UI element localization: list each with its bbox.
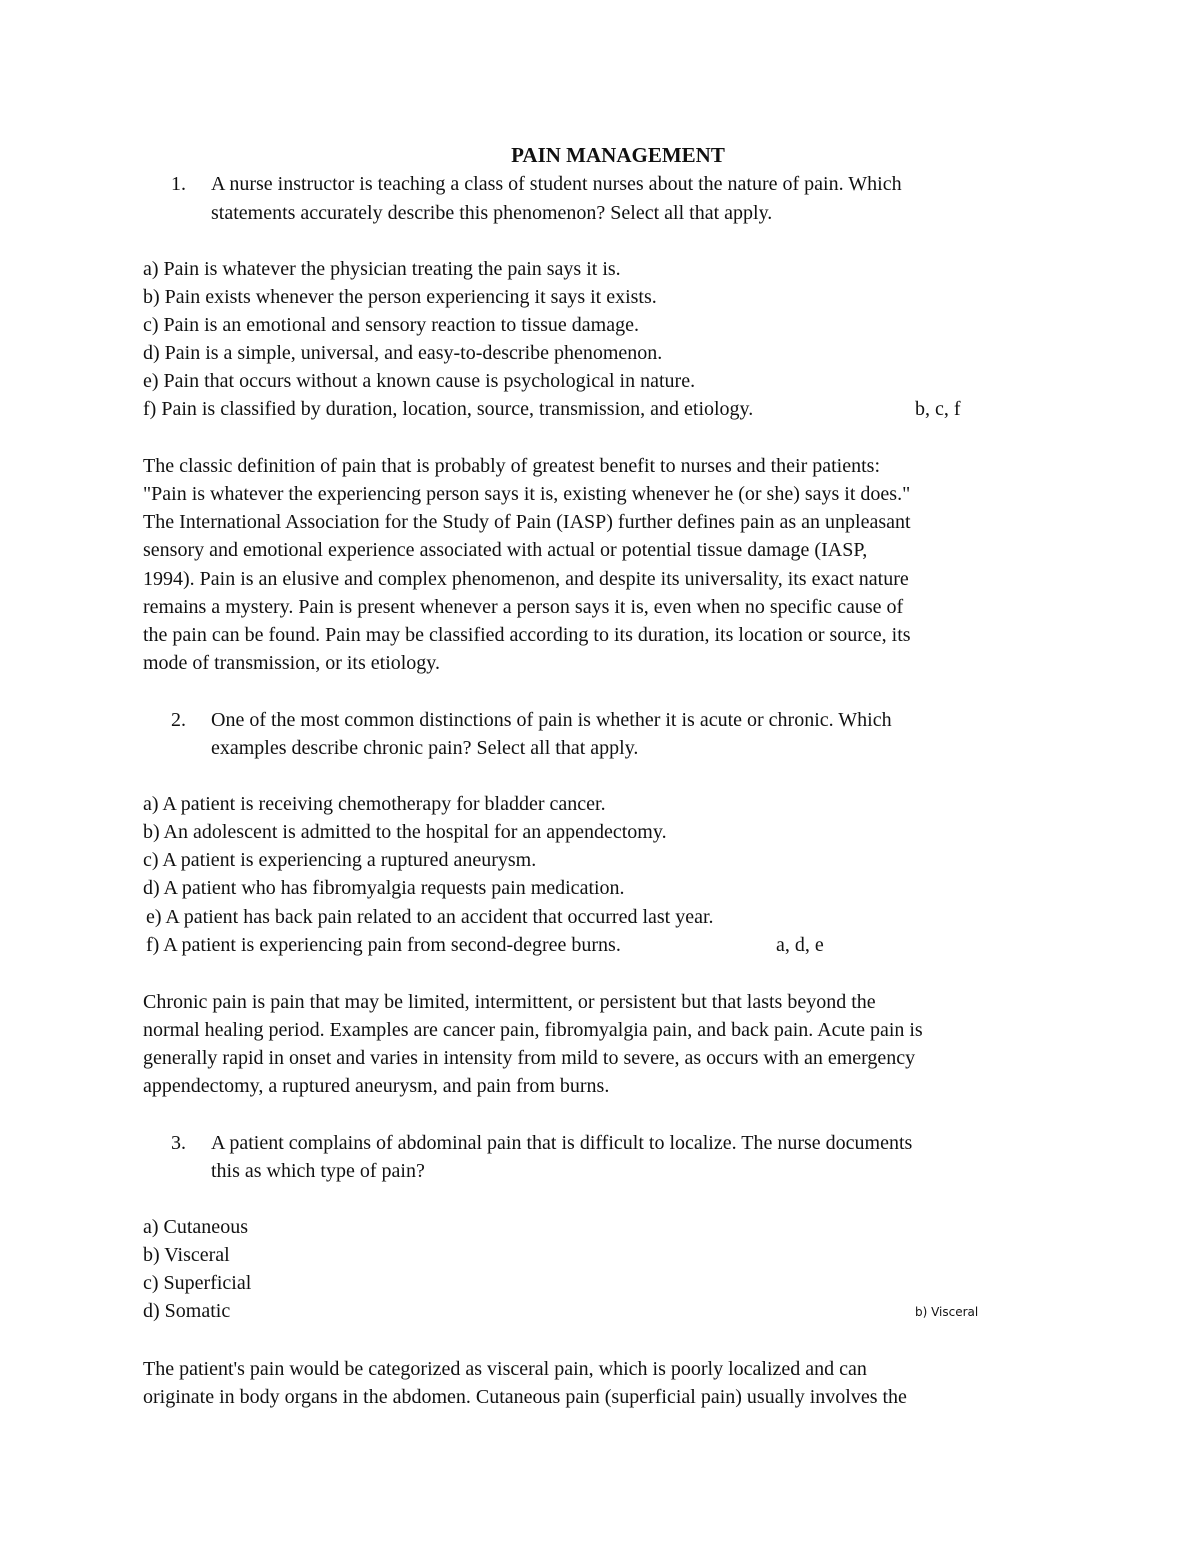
question-2-option-e: e) A patient has back pain related to an accident that occurred last year. [146, 906, 714, 928]
question-2-explanation-line: normal healing period. Examples are cancer pain, fibromyalgia pain, and back pain. Acute pain is [143, 1019, 923, 1041]
question-3-text-line-2: this as which type of pain? [211, 1160, 425, 1182]
question-2-text-line-2: examples describe chronic pain? Select all that apply. [211, 737, 639, 759]
question-3-explanation-line: The patient's pain would be categorized as visceral pain, which is poorly localized and can [143, 1358, 867, 1380]
question-1-explanation-line: remains a mystery. Pain is present whenever a person says it is, even when no specific cause of [143, 596, 904, 618]
question-2-option-b: b) An adolescent is admitted to the hospital for an appendectomy. [143, 821, 667, 843]
question-1-explanation-line: "Pain is whatever the experiencing person says it is, existing whenever he (or she) says it does." [143, 483, 911, 505]
question-3-number: 3. [171, 1132, 186, 1154]
question-2-answer: a, d, e [776, 934, 824, 956]
question-3-option-a: a) Cutaneous [143, 1216, 248, 1238]
question-1-option-c: c) Pain is an emotional and sensory reaction to tissue damage. [143, 314, 639, 336]
question-1-option-f: f) Pain is classified by duration, location, source, transmission, and etiology. [143, 398, 754, 420]
question-1-text-line-2: statements accurately describe this phenomenon? Select all that apply. [211, 202, 773, 224]
question-1-option-b: b) Pain exists whenever the person experiencing it says it exists. [143, 286, 657, 308]
question-1-explanation-line: The classic definition of pain that is probably of greatest benefit to nurses and their patients: [143, 455, 881, 477]
question-1-explanation-line: sensory and emotional experience associated with actual or potential tissue damage (IASP, [143, 539, 868, 561]
question-1-explanation-line: mode of transmission, or its etiology. [143, 652, 441, 674]
question-1-number: 1. [171, 173, 186, 195]
question-2-explanation-line: Chronic pain is pain that may be limited, intermittent, or persistent but that lasts beyond the [143, 991, 876, 1013]
question-1-explanation-line: The International Association for the Study of Pain (IASP) further defines pain as an unpleasant [143, 511, 911, 533]
question-2-explanation-line: generally rapid in onset and varies in intensity from mild to severe, as occurs with an emergency [143, 1047, 916, 1069]
question-2-option-f: f) A patient is experiencing pain from second-degree burns. [146, 934, 621, 956]
question-3-option-b: b) Visceral [143, 1244, 230, 1266]
question-3-explanation-line: originate in body organs in the abdomen. Cutaneous pain (superficial pain) usually involves the [143, 1386, 907, 1408]
question-1-explanation-line: 1994). Pain is an elusive and complex phenomenon, and despite its universality, its exact nature [143, 568, 909, 590]
question-2-explanation-line: appendectomy, a ruptured aneurysm, and pain from burns. [143, 1075, 610, 1097]
question-1-text-line-1: A nurse instructor is teaching a class of student nurses about the nature of pain. Which [211, 173, 902, 195]
question-1-explanation-line: the pain can be found. Pain may be classified according to its duration, its location or source, its [143, 624, 911, 646]
question-1-answer: b, c, f [915, 398, 961, 420]
question-1-option-e: e) Pain that occurs without a known cause is psychological in nature. [143, 370, 696, 392]
question-2-option-a: a) A patient is receiving chemotherapy for bladder cancer. [143, 793, 606, 815]
question-2-text-line-1: One of the most common distinctions of pain is whether it is acute or chronic. Which [211, 709, 892, 731]
question-3-answer: b) Visceral [915, 1305, 979, 1319]
question-3-option-d: d) Somatic [143, 1300, 231, 1322]
question-1-option-a: a) Pain is whatever the physician treating the pain says it is. [143, 258, 621, 280]
question-3-text-line-1: A patient complains of abdominal pain that is difficult to localize. The nurse documents [211, 1132, 913, 1154]
page-title: PAIN MANAGEMENT [511, 143, 725, 167]
question-2-option-d: d) A patient who has fibromyalgia requests pain medication. [143, 877, 625, 899]
question-3-option-c: c) Superficial [143, 1272, 252, 1294]
question-2-option-c: c) A patient is experiencing a ruptured aneurysm. [143, 849, 537, 871]
question-1-option-d: d) Pain is a simple, universal, and easy-to-describe phenomenon. [143, 342, 663, 364]
question-2-number: 2. [171, 709, 186, 731]
